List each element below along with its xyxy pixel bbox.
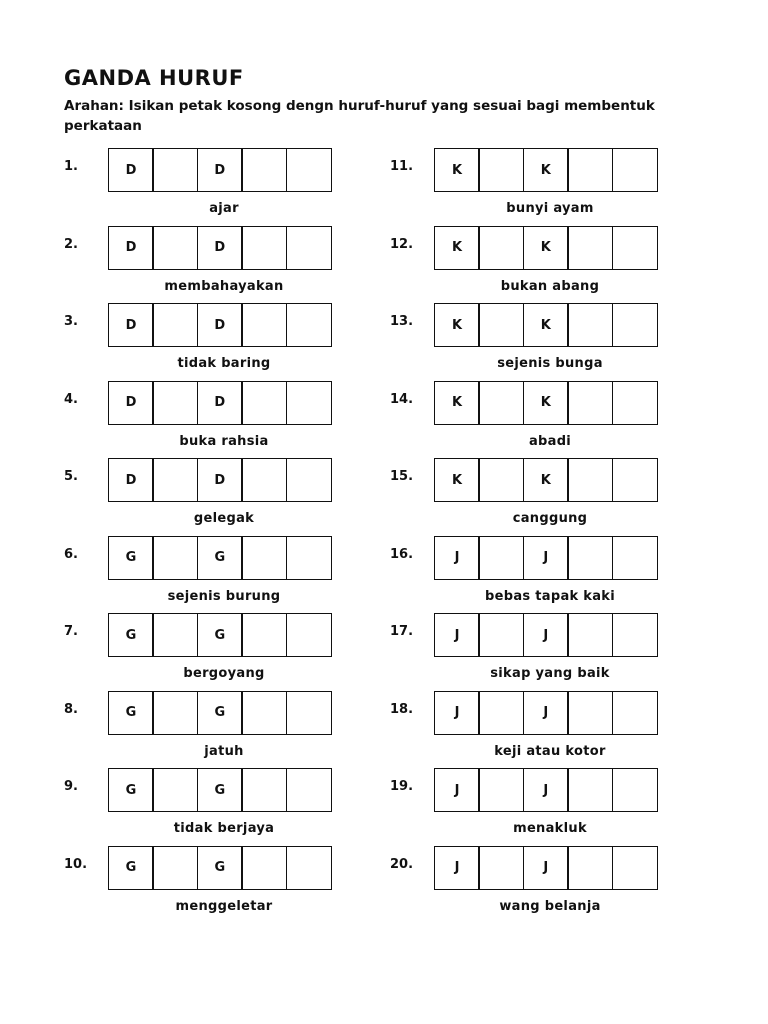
clue-text: bergoyang [183, 666, 265, 681]
letter-box-row [434, 303, 658, 347]
clue-text: tidak berjaya [173, 821, 275, 836]
letter-box-filled: K [523, 458, 569, 502]
letter-box-empty[interactable] [241, 768, 287, 812]
clue-text: jatuh [204, 743, 244, 759]
letter-box-empty[interactable] [612, 148, 658, 192]
question-number: 6. [64, 546, 78, 562]
clue-text: menakluk [513, 821, 587, 836]
letter-box-empty[interactable] [286, 768, 332, 812]
letter-box-empty[interactable] [567, 226, 613, 270]
letter-box-empty[interactable] [152, 303, 198, 347]
letter-box-row [434, 226, 658, 270]
letter-box-empty[interactable] [612, 381, 658, 425]
clue-text: buka rahsia [179, 433, 269, 449]
letter-box-filled: D [197, 226, 243, 270]
letter-box-filled: D [197, 381, 243, 425]
letter-box-empty[interactable] [612, 613, 658, 657]
letter-box-filled: J [523, 691, 569, 735]
clue-text: membahayakan [164, 278, 284, 294]
letter-box-filled: G [197, 846, 243, 890]
letter-box-empty[interactable] [478, 303, 524, 347]
letter-box-empty[interactable] [478, 613, 524, 657]
question-item-5 [64, 458, 394, 533]
letter-box-empty[interactable] [567, 613, 613, 657]
letter-box-empty[interactable] [567, 381, 613, 425]
clue-text: abadi [528, 433, 572, 449]
clue-text: canggung [512, 511, 588, 526]
question-item-3 [64, 303, 394, 378]
letter-box-filled: J [523, 846, 569, 890]
letter-box-filled: K [434, 303, 480, 347]
letter-box-row [108, 768, 332, 812]
question-number: 15. [390, 469, 414, 484]
clue-text: sejenis bunga [497, 356, 603, 371]
clue-text: bunyi ayam [506, 201, 594, 216]
letter-box-row [108, 691, 332, 735]
letter-box-row [434, 691, 658, 735]
letter-box-empty[interactable] [241, 691, 287, 735]
letter-box-filled: D [197, 303, 243, 347]
question-number: 5. [64, 469, 78, 484]
letter-box-filled: J [434, 691, 480, 735]
question-number: 10. [64, 856, 88, 872]
letter-box-row [108, 846, 332, 890]
letter-box-empty[interactable] [152, 458, 198, 502]
question-item-18 [390, 691, 720, 766]
letter-box-empty[interactable] [241, 536, 287, 580]
letter-box-empty[interactable] [612, 768, 658, 812]
letter-box-filled: J [434, 846, 480, 890]
letter-box-filled: J [523, 536, 569, 580]
letter-box-empty[interactable] [152, 691, 198, 735]
clue-text: ajar [209, 201, 239, 216]
instructions-text: Arahan: Isikan petak kosong dengn huruf-huruf yang sesuai bagi membentuk perkataan [64, 98, 655, 134]
letter-box-filled: K [434, 226, 480, 270]
question-item-20 [390, 846, 720, 921]
question-number: 18. [390, 701, 414, 717]
letter-box-empty[interactable] [478, 226, 524, 270]
letter-box-empty[interactable] [478, 691, 524, 735]
letter-box-filled: G [197, 613, 243, 657]
letter-box-empty[interactable] [241, 458, 287, 502]
letter-box-empty[interactable] [478, 536, 524, 580]
question-number: 20. [390, 856, 414, 872]
letter-box-filled: J [523, 768, 569, 812]
letter-box-empty[interactable] [152, 381, 198, 425]
letter-box-row [108, 458, 332, 502]
question-item-2 [64, 226, 394, 301]
letter-box-row [108, 536, 332, 580]
question-item-13 [390, 303, 720, 378]
letter-box-empty[interactable] [286, 226, 332, 270]
letter-box-empty[interactable] [152, 148, 198, 192]
letter-box-filled: G [108, 691, 154, 735]
question-number: 12. [390, 236, 414, 252]
letter-box-empty[interactable] [478, 768, 524, 812]
clue-text: sikap yang baik [490, 666, 610, 681]
letter-box-filled: K [434, 458, 480, 502]
letter-box-empty[interactable] [567, 691, 613, 735]
question-number: 14. [390, 391, 414, 407]
letter-box-empty[interactable] [286, 148, 332, 192]
letter-box-empty[interactable] [612, 691, 658, 735]
letter-box-empty[interactable] [152, 613, 198, 657]
question-number: 7. [64, 624, 78, 639]
question-item-6 [64, 536, 394, 611]
letter-box-filled: K [523, 148, 569, 192]
question-item-15 [390, 458, 720, 533]
question-number: 13. [390, 314, 414, 329]
letter-box-filled: D [197, 148, 243, 192]
letter-box-empty[interactable] [286, 691, 332, 735]
letter-box-empty[interactable] [567, 303, 613, 347]
question-item-4 [64, 381, 394, 456]
letter-box-row [108, 226, 332, 270]
letter-box-filled: G [108, 536, 154, 580]
letter-box-empty[interactable] [567, 536, 613, 580]
letter-box-empty[interactable] [612, 458, 658, 502]
letter-box-empty[interactable] [241, 226, 287, 270]
question-item-8 [64, 691, 394, 766]
letter-box-empty[interactable] [478, 846, 524, 890]
question-number: 17. [390, 624, 414, 639]
letter-box-filled: G [197, 691, 243, 735]
letter-box-empty[interactable] [567, 458, 613, 502]
letter-box-filled: G [108, 768, 154, 812]
letter-box-empty[interactable] [241, 613, 287, 657]
letter-box-empty[interactable] [286, 846, 332, 890]
letter-box-empty[interactable] [567, 846, 613, 890]
clue-text: wang belanja [499, 898, 601, 914]
letter-box-row [108, 148, 332, 192]
letter-box-empty[interactable] [478, 148, 524, 192]
clue-text: bebas tapak kaki [484, 588, 616, 604]
letter-box-empty[interactable] [152, 226, 198, 270]
letter-box-empty[interactable] [286, 613, 332, 657]
letter-box-filled: D [108, 458, 154, 502]
letter-box-empty[interactable] [612, 303, 658, 347]
letter-box-filled: J [434, 613, 480, 657]
letter-box-empty[interactable] [241, 846, 287, 890]
question-number: 4. [64, 391, 78, 407]
letter-box-filled: D [108, 381, 154, 425]
letter-box-row [434, 536, 658, 580]
letter-box-filled: G [197, 536, 243, 580]
letter-box-empty[interactable] [152, 846, 198, 890]
letter-box-empty[interactable] [567, 768, 613, 812]
letter-box-filled: K [523, 381, 569, 425]
letter-box-empty[interactable] [478, 381, 524, 425]
letter-box-filled: D [197, 458, 243, 502]
question-item-9 [64, 768, 394, 843]
question-number: 9. [64, 779, 78, 794]
letter-box-empty[interactable] [241, 148, 287, 192]
letter-box-empty[interactable] [286, 303, 332, 347]
clue-text: menggeletar [175, 898, 273, 914]
letter-box-filled: G [108, 846, 154, 890]
letter-box-filled: J [434, 768, 480, 812]
question-number: 8. [64, 701, 78, 717]
letter-box-empty[interactable] [567, 148, 613, 192]
letter-box-row [108, 303, 332, 347]
question-item-1 [64, 148, 394, 223]
letter-box-filled: D [108, 303, 154, 347]
letter-box-row [434, 458, 658, 502]
letter-box-empty[interactable] [478, 458, 524, 502]
letter-box-empty[interactable] [241, 303, 287, 347]
question-item-11 [390, 148, 720, 223]
clue-text: sejenis burung [167, 588, 281, 604]
letter-box-filled: K [523, 226, 569, 270]
letter-box-filled: D [108, 148, 154, 192]
letter-box-empty[interactable] [241, 381, 287, 425]
question-item-16 [390, 536, 720, 611]
letter-box-filled: J [434, 536, 480, 580]
question-number: 1. [64, 159, 78, 174]
question-item-17 [390, 613, 720, 688]
question-item-19 [390, 768, 720, 843]
letter-box-row [434, 613, 658, 657]
letter-box-empty[interactable] [612, 846, 658, 890]
letter-box-row [108, 381, 332, 425]
letter-box-empty[interactable] [612, 226, 658, 270]
question-item-7 [64, 613, 394, 688]
page-title: GANDA HURUF [64, 66, 244, 90]
clue-text: keji atau kotor [494, 743, 606, 759]
letter-box-empty[interactable] [286, 536, 332, 580]
letter-box-row [434, 381, 658, 425]
letter-box-filled: K [523, 303, 569, 347]
question-item-14 [390, 381, 720, 456]
letter-box-row [108, 613, 332, 657]
letter-box-row [434, 148, 658, 192]
letter-box-empty[interactable] [612, 536, 658, 580]
letter-box-empty[interactable] [152, 536, 198, 580]
question-number: 2. [64, 236, 78, 252]
letter-box-filled: J [523, 613, 569, 657]
letter-box-filled: D [108, 226, 154, 270]
question-item-12 [390, 226, 720, 301]
letter-box-empty[interactable] [286, 458, 332, 502]
question-number: 11. [390, 159, 414, 174]
question-number: 16. [390, 546, 414, 562]
letter-box-empty[interactable] [152, 768, 198, 812]
clue-text: tidak baring [177, 356, 271, 371]
clue-text: bukan abang [500, 278, 600, 294]
question-number: 19. [390, 779, 414, 794]
letter-box-row [434, 846, 658, 890]
clue-text: gelegak [193, 511, 255, 526]
question-number: 3. [64, 314, 78, 329]
letter-box-filled: G [197, 768, 243, 812]
letter-box-row [434, 768, 658, 812]
question-item-10 [64, 846, 394, 921]
letter-box-filled: K [434, 148, 480, 192]
letter-box-filled: K [434, 381, 480, 425]
letter-box-empty[interactable] [286, 381, 332, 425]
letter-box-filled: G [108, 613, 154, 657]
